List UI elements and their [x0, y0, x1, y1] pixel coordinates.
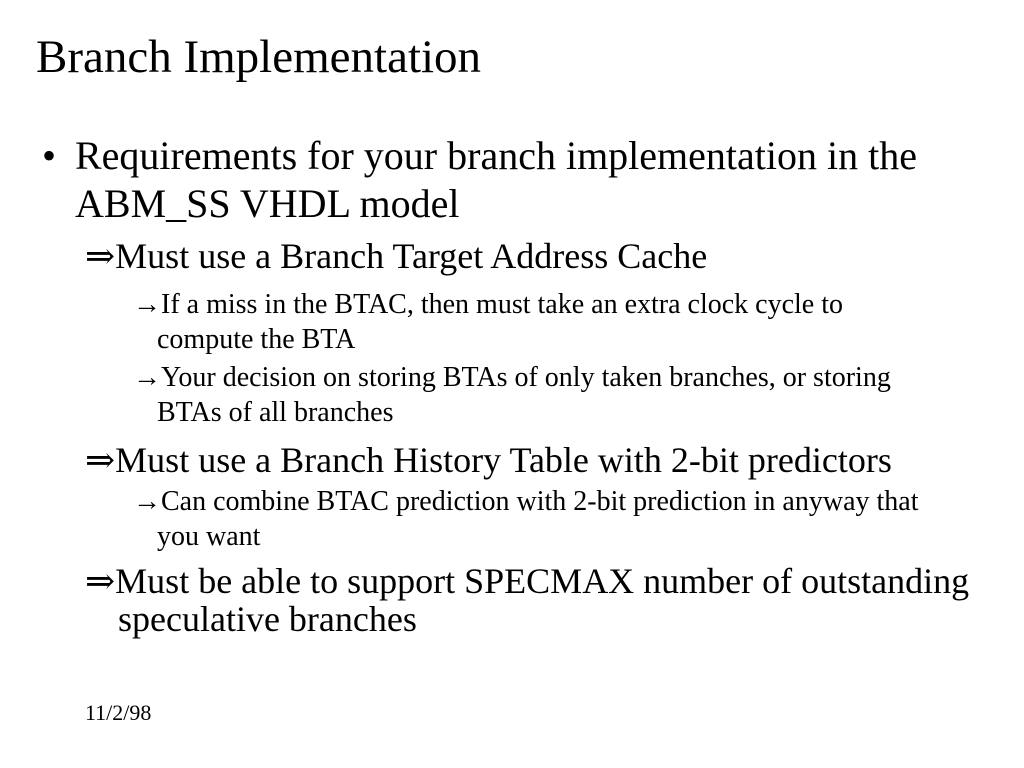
sub-sub-item-btac-miss-line2: compute the BTA [157, 324, 356, 355]
sub-item-specmax [85, 562, 969, 638]
sub-item-bht [85, 441, 892, 479]
sub-sub-item-combine-prediction [133, 484, 919, 554]
sub-sub-item-combine-prediction-line2: you want [157, 521, 261, 552]
sub-sub-item-combine-prediction-line1: Can combine BTAC prediction with 2-bit prediction in anyway that [161, 486, 919, 517]
sub-sub-item-btac-miss-line1: If a miss in the BTAC, then must take an extra clock cycle to [161, 289, 844, 320]
sub-sub-item-bta-storage [133, 360, 891, 430]
sub-sub-item-bta-storage-line1: Your decision on storing BTAs of only taken branches, or storing [161, 362, 891, 393]
slide-date: 11/2/98 [85, 700, 152, 725]
bullet-item-requirements-line2: ABM_SS VHDL model [75, 181, 460, 226]
bullet-dot-icon: • [42, 133, 57, 178]
sub-sub-item-btac-miss [133, 287, 843, 357]
bullet-item-requirements [42, 132, 917, 228]
sub-item-specmax-line1: Must be able to support SPECMAX number of outstanding [115, 561, 970, 601]
double-arrow-icon: ⇒ [85, 236, 116, 276]
right-arrow-icon: → [133, 289, 161, 320]
slide-title: Branch Implementation [36, 31, 482, 83]
sub-sub-item-bta-storage-line2: BTAs of all branches [157, 397, 394, 428]
sub-item-btac [85, 237, 707, 275]
double-arrow-icon: ⇒ [85, 440, 116, 480]
sub-item-bht-line1: Must use a Branch History Table with 2-bit predictors [115, 440, 892, 480]
sub-item-btac-line1: Must use a Branch Target Address Cache [115, 236, 708, 276]
right-arrow-icon: → [133, 362, 161, 393]
sub-item-specmax-line2: speculative branches [118, 599, 417, 639]
double-arrow-icon: ⇒ [85, 561, 116, 601]
bullet-item-requirements-line1: Requirements for your branch implementation in the [75, 133, 917, 178]
right-arrow-icon: → [133, 486, 161, 517]
